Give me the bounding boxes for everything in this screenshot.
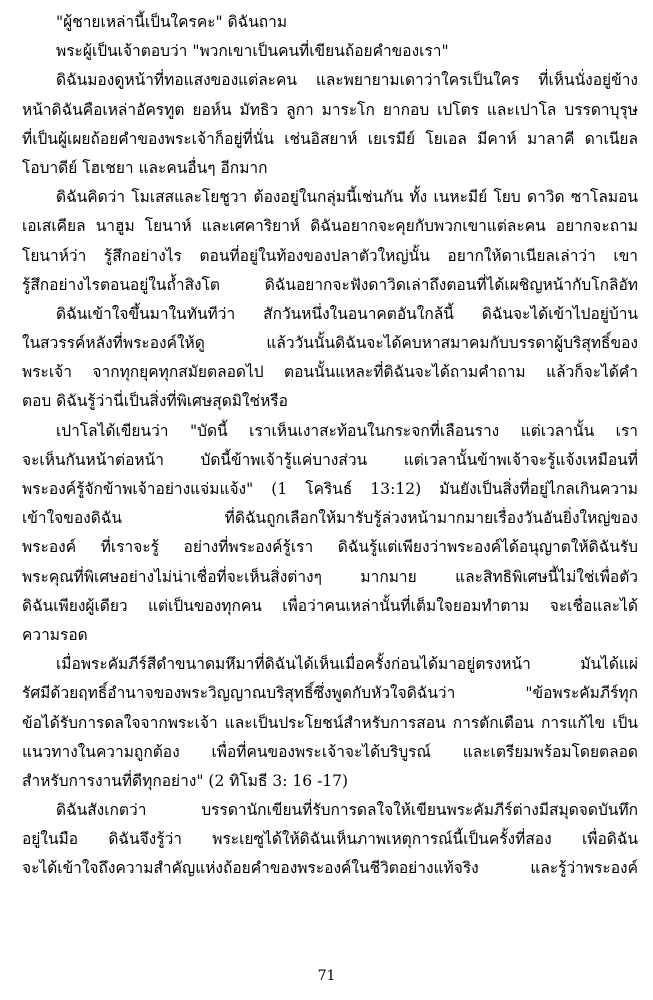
text-line-6: โอบาดีย์ โฮเชยา และคนอื่นๆ อีกมาก: [22, 158, 268, 177]
text-line-7: ดิฉันคิดว่า โมเสสและโยชูวา ต้องอยู่ในกลุ่มนี้เช่นกัน ทั้ง เนหะมีย์ โยบ ดาวิด ซาโลมอน: [56, 188, 638, 207]
text-line-25: ข้อได้รับการดลใจจากพระเจ้า และเป็นประโยชน์สำหรับการสอน การตักเตือน การแก้ไข เป็น: [22, 713, 638, 732]
text-line-2: พระผู้เป็นเจ้าตอบว่า "พวกเขาเป็นคนที่เขียนถ้อยคำของเรา": [56, 42, 449, 61]
text-line-21: ดิฉันเพียงผู้เดียว แต่เป็นของทุกคน เพื่อว่าคนเหล่านั้นที่เต็มใจยอมทำตาม จะเชื่อและได้: [22, 596, 638, 615]
text-line-3: ดิฉันมองดูหน้าที่ทอแสงของแต่ละคน และพยายามเดาว่าใครเป็นใคร ที่เห็นนั่งอยู่ข้าง: [56, 71, 638, 90]
text-line-17: พระองค์รู้จักข้าพเจ้าอย่างแจ่มแจ้ง" (1 โครินธ์ 13:12) มันยังเป็นสิ่งที่อยู่ไกลเกินความ: [22, 480, 638, 498]
page-number: 71: [317, 968, 336, 984]
text-line-23: เมื่อพระคัมภีร์สีดำขนาดมหึมาที่ดิฉันได้เห็นเมื่อครั้งก่อนได้มาอยู่ตรงหน้า มันได้แผ่: [56, 655, 638, 674]
text-line-16: จะเห็นกันหน้าต่อหน้า บัดนี้ข้าพเจ้ารู้แค่บางส่วน แต่เวลานั้นข้าพเจ้าจะรู้แจ้งเหมือนที่: [22, 450, 638, 469]
text-line-19: พระองค์ ที่เราจะรู้ อย่างที่พระองค์รู้เรา ดิฉันรู้แต่เพียงว่าพระองค์ได้อนุญาตให้ดิฉันรับ: [22, 538, 638, 557]
text-line-14: ตอบ ดิฉันรู้ว่านี่เป็นสิ่งที่พิเศษสุดมิใช่หรือ: [22, 392, 288, 411]
text-line-30: จะได้เข้าใจถึงความสำคัญแห่งถ้อยคำของพระองค์ในชีวิตอย่างแท้จริง และรู้ว่าพระองค์: [22, 859, 638, 878]
text-line-29: อยู่ในมือ ดิฉันจึงรู้ว่า พระเยซูได้ให้ดิฉันเห็นภาพเหตุการณ์นี้เป็นครั้งที่สอง เพื่อดิฉัน: [22, 830, 638, 849]
text-line-24: รัศมีด้วยฤทธิ์อำนาจของพระวิญญาณบริสุทธิ์ซึ่งพูดกับหัวใจดิฉันว่า "ข้อพระคัมภีร์ทุก: [22, 684, 638, 703]
text-line-26: แนวทางในความถูกต้อง เพื่อที่คนของพระเจ้าจะได้บริบูรณ์ และเตรียมพร้อมโดยตลอด: [22, 742, 638, 761]
text-line-27: สำหรับการงานที่ดีทุกอย่าง" (2 ทิโมธี 3: 16 -17): [22, 771, 349, 790]
text-line-28: ดิฉันสังเกตว่า บรรดานักเขียนที่รับการดลใจให้เขียนพระคัมภีร์ต่างมีสมุดจดบันทึก: [56, 801, 638, 820]
text-line-20: พระคุณที่พิเศษอย่างไม่น่าเชื่อที่จะเห็นสิ่งต่างๆ มากมาย และสิทธิพิเศษนี้ไม่ใช่เพื่อตัว: [22, 567, 638, 586]
document-page: [22, 8, 638, 884]
text-line-11: ดิฉันเข้าใจขึ้นมาในทันทีว่า สักวันหนึ่งในอนาคตอันใกล้นี้ ดิฉันจะได้เข้าไปอยู่บ้าน: [56, 304, 638, 323]
text-line-8: เอเสเคียล นาฮูม โยนาห์ และเศคาริยาห์ ดิฉันอยากจะคุยกับพวกเขาแต่ละคน อยากจะถาม: [22, 217, 638, 236]
text-line-18: เข้าใจของดิฉัน ที่ดิฉันถูกเลือกให้มารับรู้ล่วงหน้ามากมายเรื่องวันอันยิ่งใหญ่ของ: [22, 509, 638, 528]
text-line-22: ความรอด: [22, 625, 88, 644]
text-line-12: ในสวรรค์หลังที่พระองค์ให้ดู แล้ววันนั้นดิฉันจะได้คบหาสมาคมกับบรรดาผู้บริสุทธิ์ของ: [22, 334, 638, 353]
text-line-1: "ผู้ชายเหล่านี้เป็นใครคะ" ดิฉันถาม: [56, 13, 288, 31]
text-line-5: ที่เป็นผู้เผยถ้อยคำของพระเจ้าก็อยู่ที่นั่น เช่นอิสยาห์ เยเรมีย์ โยเอล มีคาห์ มาลาคี ดาเนียล: [22, 129, 638, 148]
text-line-9: โยนาห์ว่า รู้สึกอย่างไร ตอนที่อยู่ในท้องของปลาตัวใหญ่นั้น อยากให้ดาเนียลเล่าว่า เขา: [22, 246, 638, 265]
text-line-10: รู้สึกอย่างไรตอนอยู่ในถ้ำสิงโต ดิฉันอยากจะฟังดาวิดเล่าถึงตอนที่ได้เผชิญหน้ากับโกลิอัท: [22, 275, 638, 294]
text-line-13: พระเจ้า จากทุกยุคทุกสมัยตลอดไป ตอนนั้นแหละที่ดิฉันจะได้ถามคำถาม แล้วก็จะได้คำ: [22, 363, 638, 382]
text-line-4: หน้าดิฉันคือเหล่าอัครทูต ยอห์น มัทธิว ลูกา มาระโก ยากอบ เปโตร และเปาโล บรรดาบุรุษ: [22, 100, 638, 119]
text-line-15: เปาโลได้เขียนว่า "บัดนี้ เราเห็นเงาสะท้อนในกระจกที่เลือนราง แต่เวลานั้น เรา: [56, 421, 638, 440]
